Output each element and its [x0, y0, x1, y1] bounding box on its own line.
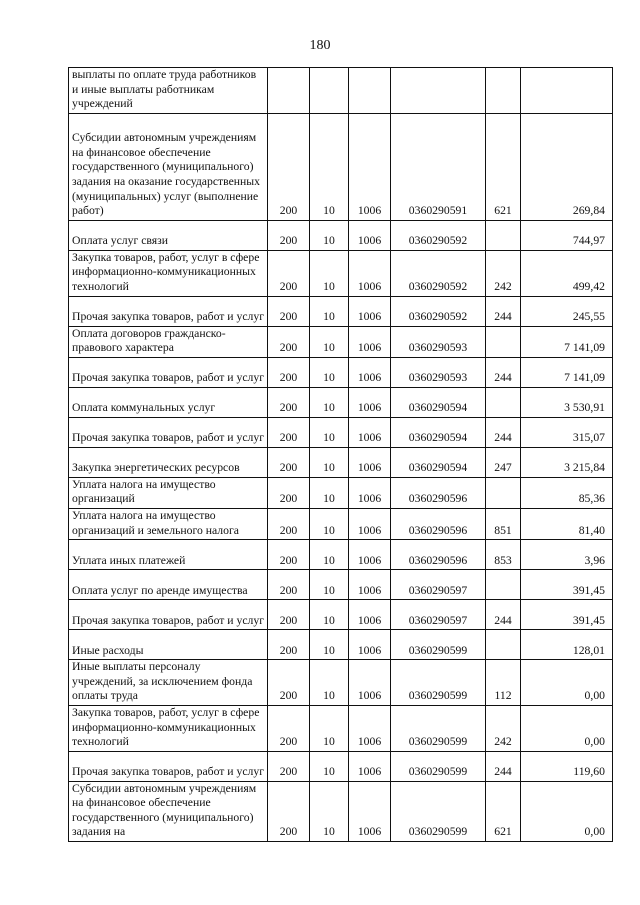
- row-code-d-cell: 0360290594: [391, 447, 486, 477]
- row-code-a-cell: 200: [268, 326, 310, 357]
- row-name-cell: Прочая закупка товаров, работ и услуг: [69, 600, 268, 630]
- row-name-cell: Уплата налога на имущество организаций: [69, 477, 268, 508]
- row-code-c-cell: 1006: [349, 660, 391, 706]
- row-code-d-cell: 0360290599: [391, 705, 486, 751]
- row-code-c-cell: 1006: [349, 540, 391, 570]
- row-name-cell: Закупка энергетических ресурсов: [69, 447, 268, 477]
- table-row: [69, 600, 613, 630]
- table-row: [69, 68, 613, 114]
- row-code-d-cell: 0360290594: [391, 387, 486, 417]
- row-code-b-cell: 10: [310, 250, 349, 296]
- row-code-c-cell: 1006: [349, 508, 391, 539]
- row-code-e-cell: 853: [486, 540, 521, 570]
- row-amount-cell: 245,55: [521, 296, 613, 326]
- row-amount-cell: 85,36: [521, 477, 613, 508]
- row-code-d-cell: 0360290592: [391, 250, 486, 296]
- row-code-b-cell: 10: [310, 296, 349, 326]
- row-name-cell: Закупка товаров, работ, услуг в сфере информационно-коммуникационных технологий: [69, 705, 268, 751]
- row-code-d-cell: 0360290592: [391, 220, 486, 250]
- table-row: [69, 781, 613, 841]
- row-code-a-cell: 200: [268, 660, 310, 706]
- row-code-a-cell: 200: [268, 387, 310, 417]
- row-code-a-cell: 200: [268, 220, 310, 250]
- row-code-d-cell: 0360290593: [391, 326, 486, 357]
- row-code-d-cell: 0360290596: [391, 477, 486, 508]
- row-code-d-cell: 0360290596: [391, 540, 486, 570]
- row-code-b-cell: 10: [310, 417, 349, 447]
- row-amount-cell: 744,97: [521, 220, 613, 250]
- row-code-a-cell: 200: [268, 296, 310, 326]
- table-row: [69, 540, 613, 570]
- row-code-d-cell: 0360290599: [391, 751, 486, 781]
- row-name-cell: Оплата услуг по аренде имущества: [69, 570, 268, 600]
- table-row: [69, 326, 613, 357]
- row-name-cell: Закупка товаров, работ, услуг в сфере информационно-коммуникационных технологий: [69, 250, 268, 296]
- row-code-c-cell: 1006: [349, 357, 391, 387]
- row-code-a-cell: 200: [268, 570, 310, 600]
- row-code-c-cell: 1006: [349, 600, 391, 630]
- row-code-c-cell: 1006: [349, 570, 391, 600]
- row-code-a-cell: 200: [268, 447, 310, 477]
- row-amount-cell: 0,00: [521, 705, 613, 751]
- row-code-c-cell: 1006: [349, 477, 391, 508]
- row-code-b-cell: [310, 68, 349, 114]
- row-code-d-cell: 0360290599: [391, 660, 486, 706]
- table-row: [69, 630, 613, 660]
- row-name-cell: Иные выплаты персоналу учреждений, за исключением фонда оплаты труда: [69, 660, 268, 706]
- row-code-a-cell: 200: [268, 417, 310, 447]
- row-code-e-cell: 244: [486, 357, 521, 387]
- row-code-c-cell: 1006: [349, 781, 391, 841]
- row-code-b-cell: 10: [310, 600, 349, 630]
- row-amount-cell: 269,84: [521, 113, 613, 220]
- row-code-a-cell: 200: [268, 751, 310, 781]
- row-code-c-cell: 1006: [349, 447, 391, 477]
- table-row: [69, 296, 613, 326]
- row-code-c-cell: 1006: [349, 296, 391, 326]
- row-amount-cell: 499,42: [521, 250, 613, 296]
- row-code-e-cell: 244: [486, 296, 521, 326]
- row-amount-cell: 128,01: [521, 630, 613, 660]
- row-code-c-cell: 1006: [349, 387, 391, 417]
- row-code-b-cell: 10: [310, 540, 349, 570]
- row-amount-cell: 391,45: [521, 570, 613, 600]
- row-code-c-cell: 1006: [349, 326, 391, 357]
- row-code-d-cell: 0360290596: [391, 508, 486, 539]
- row-code-d-cell: [391, 68, 486, 114]
- row-code-e-cell: [486, 477, 521, 508]
- row-code-e-cell: [486, 326, 521, 357]
- row-code-d-cell: 0360290591: [391, 113, 486, 220]
- row-amount-cell: 391,45: [521, 600, 613, 630]
- table-row: [69, 220, 613, 250]
- row-code-b-cell: 10: [310, 220, 349, 250]
- row-code-c-cell: 1006: [349, 751, 391, 781]
- row-amount-cell: 0,00: [521, 781, 613, 841]
- table-row: [69, 508, 613, 539]
- row-code-b-cell: 10: [310, 387, 349, 417]
- row-code-e-cell: 621: [486, 781, 521, 841]
- row-code-b-cell: 10: [310, 477, 349, 508]
- row-amount-cell: 3 530,91: [521, 387, 613, 417]
- row-code-e-cell: [486, 68, 521, 114]
- row-code-c-cell: 1006: [349, 417, 391, 447]
- row-code-e-cell: 244: [486, 751, 521, 781]
- row-code-b-cell: 10: [310, 508, 349, 539]
- row-code-a-cell: 200: [268, 781, 310, 841]
- row-code-e-cell: 244: [486, 600, 521, 630]
- row-amount-cell: 7 141,09: [521, 357, 613, 387]
- row-code-c-cell: [349, 68, 391, 114]
- table-row: [69, 417, 613, 447]
- row-code-d-cell: 0360290597: [391, 570, 486, 600]
- row-code-d-cell: 0360290597: [391, 600, 486, 630]
- row-amount-cell: [521, 68, 613, 114]
- row-code-e-cell: 851: [486, 508, 521, 539]
- row-code-a-cell: 200: [268, 540, 310, 570]
- row-code-d-cell: 0360290594: [391, 417, 486, 447]
- row-code-a-cell: 200: [268, 630, 310, 660]
- row-name-cell: Оплата договоров гражданско-правового характера: [69, 326, 268, 357]
- row-amount-cell: 0,00: [521, 660, 613, 706]
- budget-table-body: [69, 68, 613, 842]
- row-name-cell: Субсидии автономным учреждениям на финансовое обеспечение государственного (муниципального) задания на оказание государственных (муниципальных) услуг (выполнение работ): [69, 113, 268, 220]
- table-row: [69, 113, 613, 220]
- row-code-c-cell: 1006: [349, 630, 391, 660]
- row-code-d-cell: 0360290593: [391, 357, 486, 387]
- row-code-e-cell: [486, 220, 521, 250]
- row-code-d-cell: 0360290599: [391, 630, 486, 660]
- row-amount-cell: 119,60: [521, 751, 613, 781]
- row-code-e-cell: 247: [486, 447, 521, 477]
- row-code-c-cell: 1006: [349, 220, 391, 250]
- row-code-b-cell: 10: [310, 113, 349, 220]
- row-amount-cell: 7 141,09: [521, 326, 613, 357]
- row-name-cell: Субсидии автономным учреждениям на финансовое обеспечение государственного (муниципального) задания на: [69, 781, 268, 841]
- row-code-c-cell: 1006: [349, 113, 391, 220]
- row-code-b-cell: 10: [310, 447, 349, 477]
- row-code-b-cell: 10: [310, 660, 349, 706]
- row-code-d-cell: 0360290592: [391, 296, 486, 326]
- row-code-d-cell: 0360290599: [391, 781, 486, 841]
- table-row: [69, 705, 613, 751]
- table-row: [69, 387, 613, 417]
- row-name-cell: выплаты по оплате труда работников и иные выплаты работникам учреждений: [69, 68, 268, 114]
- row-code-e-cell: 621: [486, 113, 521, 220]
- row-name-cell: Уплата иных платежей: [69, 540, 268, 570]
- row-amount-cell: 3,96: [521, 540, 613, 570]
- row-code-a-cell: 200: [268, 357, 310, 387]
- row-name-cell: Оплата коммунальных услуг: [69, 387, 268, 417]
- row-name-cell: Прочая закупка товаров, работ и услуг: [69, 357, 268, 387]
- row-amount-cell: 81,40: [521, 508, 613, 539]
- row-name-cell: Иные расходы: [69, 630, 268, 660]
- row-code-a-cell: [268, 68, 310, 114]
- row-code-c-cell: 1006: [349, 705, 391, 751]
- row-code-b-cell: 10: [310, 357, 349, 387]
- row-code-e-cell: [486, 630, 521, 660]
- row-code-b-cell: 10: [310, 781, 349, 841]
- page-number: 180: [309, 38, 331, 53]
- row-code-a-cell: 200: [268, 600, 310, 630]
- row-code-b-cell: 10: [310, 705, 349, 751]
- row-name-cell: Прочая закупка товаров, работ и услуг: [69, 751, 268, 781]
- row-code-e-cell: 112: [486, 660, 521, 706]
- row-name-cell: Оплата услуг связи: [69, 220, 268, 250]
- row-code-a-cell: 200: [268, 477, 310, 508]
- table-row: [69, 751, 613, 781]
- row-name-cell: Прочая закупка товаров, работ и услуг: [69, 296, 268, 326]
- row-code-a-cell: 200: [268, 508, 310, 539]
- row-code-b-cell: 10: [310, 570, 349, 600]
- row-code-b-cell: 10: [310, 326, 349, 357]
- row-name-cell: Уплата налога на имущество организаций и земельного налога: [69, 508, 268, 539]
- row-amount-cell: 3 215,84: [521, 447, 613, 477]
- row-code-a-cell: 200: [268, 113, 310, 220]
- table-row: [69, 477, 613, 508]
- table-row: [69, 660, 613, 706]
- row-code-e-cell: 244: [486, 417, 521, 447]
- row-code-e-cell: [486, 570, 521, 600]
- row-name-cell: Прочая закупка товаров, работ и услуг: [69, 417, 268, 447]
- row-amount-cell: 315,07: [521, 417, 613, 447]
- row-code-b-cell: 10: [310, 630, 349, 660]
- table-row: [69, 570, 613, 600]
- table-row: [69, 250, 613, 296]
- budget-table: [68, 67, 613, 842]
- row-code-c-cell: 1006: [349, 250, 391, 296]
- row-code-a-cell: 200: [268, 250, 310, 296]
- row-code-e-cell: [486, 387, 521, 417]
- row-code-b-cell: 10: [310, 751, 349, 781]
- table-row: [69, 447, 613, 477]
- row-code-e-cell: 242: [486, 705, 521, 751]
- table-row: [69, 357, 613, 387]
- row-code-a-cell: 200: [268, 705, 310, 751]
- row-code-e-cell: 242: [486, 250, 521, 296]
